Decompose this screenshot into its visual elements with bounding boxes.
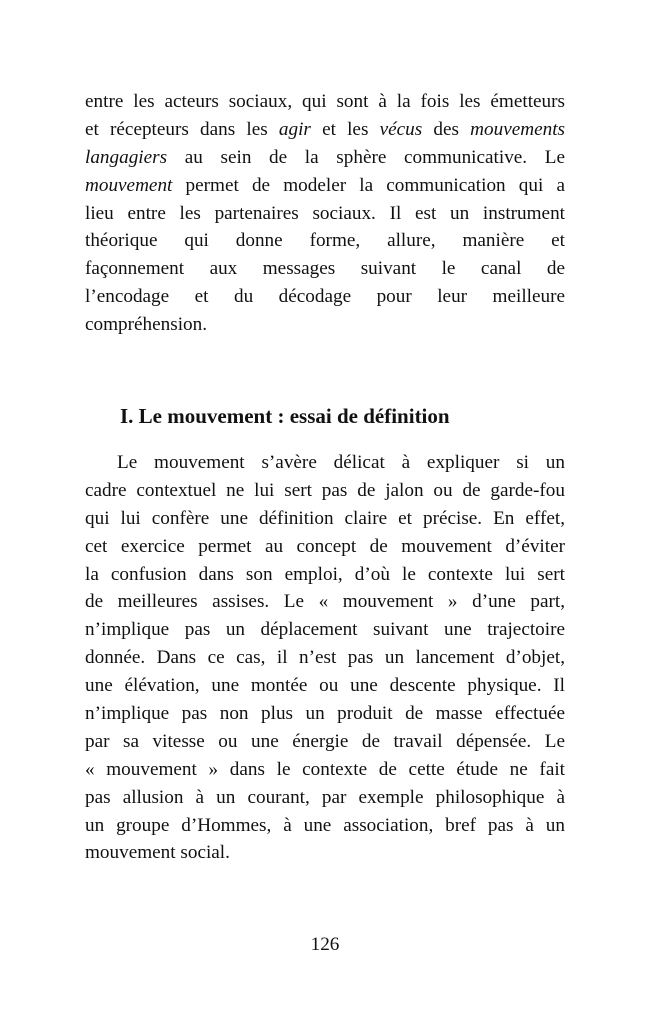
text-line xyxy=(85,144,565,172)
text-segment: et les xyxy=(310,118,380,140)
italic-term: vécus xyxy=(379,118,423,140)
text-line: cadre contextuel ne lui sert pas de jalon ou de garde-fou xyxy=(85,479,565,501)
text-line xyxy=(85,116,565,144)
text-segment: et récepteurs dans les xyxy=(85,118,279,140)
text-line: une élévation, une montée ou une descente physique. Il xyxy=(85,675,565,697)
text-line: de meilleures assises. Le « mouvement » d’une part, xyxy=(85,591,565,613)
text-segment: théorique qui donne forme, allure, manière et xyxy=(85,230,565,252)
text-line: un groupe d’Hommes, à une association, bref pas à un xyxy=(85,814,565,836)
text-line xyxy=(85,311,565,339)
text-line: cet exercice permet au concept de mouvement d’éviter xyxy=(85,535,565,557)
text-line xyxy=(85,200,565,228)
italic-term: agir xyxy=(278,118,311,140)
text-line: la confusion dans son emploi, d’où le contexte lui sert xyxy=(85,563,565,585)
text-line xyxy=(85,88,565,116)
text-segment: lieu entre les partenaires sociaux. Il est un instrument xyxy=(85,202,565,224)
text-line: n’implique pas non plus un produit de masse effectuée xyxy=(85,703,565,725)
text-segment: l’encodage et du décodage pour leur meilleure xyxy=(85,286,565,308)
text-line: n’implique pas un déplacement suivant une trajectoire xyxy=(85,619,565,641)
text-segment: des xyxy=(422,118,471,140)
text-line xyxy=(85,172,565,200)
text-line: donnée. Dans ce cas, il n’est pas un lancement d’objet, xyxy=(85,647,565,669)
italic-term: mouvement xyxy=(85,174,173,196)
text-line: pas allusion à un courant, par exemple philosophique à xyxy=(85,786,565,808)
page-number: 126 xyxy=(310,934,340,955)
text-segment: façonnement aux messages suivant le canal de xyxy=(85,258,565,280)
text-line: Le mouvement s’avère délicat à expliquer si un xyxy=(117,452,565,473)
text-line: par sa vitesse ou une énergie de travail dépensée. Le xyxy=(85,730,565,752)
section-heading: I. Le mouvement : essai de définition xyxy=(120,404,450,428)
body-paragraph xyxy=(85,449,565,867)
text-segment: entre les acteurs sociaux, qui sont à la fois les émetteurs xyxy=(85,91,565,112)
text-line xyxy=(85,255,565,283)
italic-term: langagiers xyxy=(85,146,168,168)
text-segment: compréhension. xyxy=(85,314,208,336)
italic-term: mouvements xyxy=(470,118,565,140)
text-line: mouvement social. xyxy=(85,842,230,864)
text-segment: au sein de la sphère communicative. Le xyxy=(167,146,565,168)
text-line: qui lui confère une définition claire et précise. En effet, xyxy=(85,507,565,529)
text-line xyxy=(85,227,565,255)
text-line: « mouvement » dans le contexte de cette étude ne fait xyxy=(85,758,565,780)
intro-paragraph xyxy=(85,88,565,339)
text-segment: permet de modeler la communication qui a xyxy=(172,174,565,196)
text-line xyxy=(85,283,565,311)
